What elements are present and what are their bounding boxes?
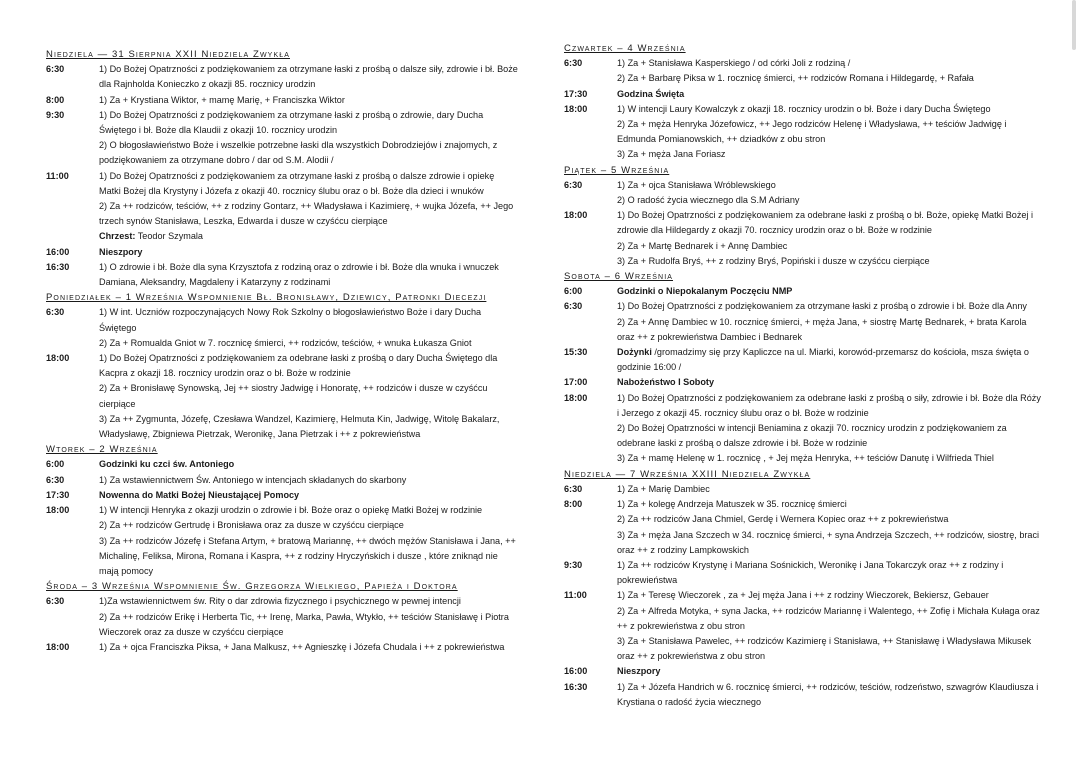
mass-time: [564, 512, 617, 527]
intention-text: 2) Za + Alfreda Motyka, + syna Jacka, ++ rodziców Mariannę i Walentego, ++ Zofię i Michała Kułaga oraz ++ z pokrewieństwa z obu stron: [617, 605, 1040, 631]
intention-text: 3) Za + Stanisława Pawelec, ++ rodziców Kazimierę i Stanisława, ++ Stanisławę i Władysława Mikusek oraz ++ z pokrewieństwa z obu stron: [617, 635, 1032, 662]
scrollbar[interactable]: [1072, 0, 1076, 50]
intention-text: Nieszpory: [99, 246, 143, 257]
mass-time: 8:00: [564, 499, 583, 510]
mass-intention-row: [564, 208, 1042, 238]
mass-intention-row: [46, 518, 518, 533]
intention-text: 3) Za + męża Jana Szczech w 34. rocznicę śmierci, + syna Andrzeja Szczech, ++ rodziców, siostrę, braci oraz ++ z rodziny Lampkowskich: [617, 529, 1040, 555]
intention-text: 1)Za wstawiennictwem św. Rity o dar zdrowia fizycznego i psychicznego w pewnej intencji: [99, 596, 461, 607]
day-header: Wtorek – 2 Września: [46, 444, 158, 456]
mass-intention-row: [564, 56, 1042, 71]
mass-time: [564, 193, 617, 208]
intention-text: 2) Za + Annę Dambiec w 10. rocznicę śmierci, + męża Jana, + siostrę Martę Bednarek, + brata Karola oraz ++ z pokrewieństwa Dambiec i Bednarek: [617, 316, 1027, 342]
mass-time: 6:30: [564, 301, 583, 312]
mass-intention-row: [564, 284, 1042, 299]
intention-text: Godzina Święta: [617, 88, 685, 99]
intention-text: 1) Za wstawiennictwem Św. Antoniego w intencjach składanych do skarbony: [99, 474, 407, 485]
mass-intention-row: [564, 634, 1042, 664]
day-header: Niedziela — 31 Sierpnia XXII Niedziela Zwykła: [46, 49, 290, 60]
intention-text: 2) Za + Bronisławę Synowską, Jej ++ siostry Jadwigę i Honoratę, ++ rodziców i dusze w czyśćcu cierpiące: [99, 383, 488, 409]
mass-intention-row: [46, 594, 518, 609]
mass-intention-row: [564, 117, 1042, 147]
left-column: [46, 47, 518, 655]
intention-text: 2) Za + Martę Bednarek i + Annę Dambiec: [617, 240, 788, 251]
mass-time: 6:30: [46, 307, 65, 318]
mass-time: 6:30: [564, 58, 583, 69]
mass-intention-row: [564, 497, 1042, 512]
intention-text: 1) Do Bożej Opatrzności z podziękowaniem za odebrane łaski z prośbą o dary Ducha Świętego dla Kacpra z okazji 18. rocznicy urodzin oraz o bł. Boże w rodzinie: [99, 353, 498, 379]
mass-intention-row: [46, 351, 518, 381]
mass-intention-row: [564, 391, 1042, 421]
mass-intention-row: [46, 336, 518, 351]
mass-time: 17:30: [46, 489, 70, 500]
mass-intention-row: [564, 375, 1042, 390]
mass-intention-row: [564, 664, 1042, 679]
intention-text: 3) Za + Rudolfa Bryś, ++ z rodziny Bryś, Popiński i dusze w czyśćcu cierpiące: [617, 255, 930, 266]
mass-time: [564, 254, 617, 269]
mass-intention-row: [564, 680, 1042, 710]
mass-intention-row: [564, 87, 1042, 102]
intention-text: Nowenna do Matki Bożej Nieustającej Pomocy: [99, 489, 300, 500]
mass-intention-row: [564, 147, 1042, 162]
intention-text: 1) Do Bożej Opatrzności z podziękowaniem za otrzymane łaski z prośbą o zdrowie, dary Ducha Świętego i bł. Boże dla Klaudii z okazji 10. rocznicy urodzin: [99, 109, 484, 136]
day-header: Piątek – 5 Września: [564, 164, 670, 176]
right-column: [564, 41, 1042, 710]
mass-time: [46, 518, 99, 533]
mass-time: [564, 528, 617, 558]
mass-intention-row: [564, 421, 1042, 451]
mass-time: [564, 315, 617, 345]
mass-intention-row: [46, 457, 518, 472]
intention-text: 2) Za ++ rodziców Erikę i Herberta Tic, ++ Irenę, Marka, Pawła, Wtykło, ++ teściów Stanisławę i Piotra Wieczorek oraz za dusze w czyśćcu cierpiące: [99, 611, 509, 637]
mass-time: 16:30: [46, 261, 70, 272]
mass-intention-row: [564, 254, 1042, 269]
mass-intention-row: [46, 229, 518, 244]
mass-intention-row: [46, 93, 518, 108]
mass-intention-row: [564, 239, 1042, 254]
mass-intention-row: [46, 488, 518, 503]
mass-intention-row: [46, 260, 518, 290]
mass-intention-row: [564, 558, 1042, 588]
intention-text: Godzinki ku czci św. Antoniego: [99, 459, 235, 470]
intention-text: 1) W int. Uczniów rozpoczynających Nowy Rok Szkolny o błogosławieństwo Boże i dary Ducha Świętego: [99, 307, 482, 333]
mass-time: 16:30: [564, 681, 588, 692]
mass-intention-row: [564, 512, 1042, 527]
mass-intention-row: [46, 199, 518, 229]
mass-time: [564, 71, 617, 86]
mass-intention-row: [564, 345, 1042, 375]
intention-text: 1) W intencji Henryka z okazji urodzin o zdrowie i bł. Boże oraz o opiekę Matki Bożej w rodzinie: [99, 505, 483, 516]
mass-time: 18:00: [46, 353, 70, 364]
intention-text: 2) Za ++ rodziców Jana Chmiel, Gerdę i Wernera Kopiec oraz ++ z pokrewieństwa: [617, 514, 949, 525]
mass-intention-row: [46, 138, 518, 168]
mass-time: 6:00: [46, 459, 65, 470]
mass-intention-row: [46, 473, 518, 488]
mass-time: [46, 199, 99, 229]
mass-time: [46, 336, 99, 351]
intention-text: Chrzest: Teodor Szymala: [99, 231, 203, 242]
intention-text: 1) Za + ojca Franciszka Piksa, + Jana Malkusz, ++ Agnieszkę i Józefa Chudala i ++ z pokrewieństwa: [99, 641, 505, 652]
intention-text: 2) Za + Barbarę Piksa w 1. rocznicę śmierci, ++ rodziców Romana i Hildegardę, + Rafała: [617, 73, 974, 84]
mass-time: 6:30: [46, 474, 65, 485]
mass-intention-row: [46, 412, 518, 442]
intention-text: 2) Za ++ rodziców Gertrudę i Bronisława oraz za dusze w czyśćcu cierpiące: [99, 520, 404, 531]
mass-time: 16:00: [46, 246, 70, 257]
mass-time: [46, 412, 99, 442]
intention-text: 1) Do Bożej Opatrzności z podziękowaniem za otrzymane łaski z prośbą o dalsze siły, zdrowie i bł. Boże dla Rajnholda Konieczko z okazji 85. rocznicy urodzin: [99, 64, 518, 90]
mass-time: [46, 229, 99, 244]
intention-text: 2) Do Bożej Opatrzności w intencji Beniamina z okazji 70. rocznicy urodzin z podziękowaniem za odebrane łaski z prośbą o dalsze zdrowie i bł. Boże w rodzinie: [617, 423, 1007, 449]
mass-intention-row: [564, 604, 1042, 634]
mass-time: 6:30: [46, 596, 65, 607]
mass-time: 18:00: [564, 392, 588, 403]
mass-intention-row: [46, 62, 518, 92]
intention-text: 1) O zdrowie i bł. Boże dla syna Krzysztofa z rodziną oraz o zdrowie i bł. Boże dla wnuka i wnuczek Damiana, Aleksandry, Magdaleny i Katarzyny z rodzinami: [99, 261, 499, 288]
mass-time: [564, 117, 617, 147]
intention-text: 2) Za + Romualda Gniot w 7. rocznicę śmierci, ++ rodziców, teściów, + wnuka Łukasza Gniot: [99, 337, 472, 348]
mass-intention-row: [46, 169, 518, 199]
intention-text: Nabożeństwo I Soboty: [617, 377, 715, 388]
intention-text: Dożynki /gromadzimy się przy Kapliczce na ul. Miarki, korowód-przemarsz do kościoła, msza święta o godzinie 16:00 /: [617, 347, 1029, 373]
intention-text: 1) Do Bożej Opatrzności z podziękowaniem za otrzymane łaski z prośbą o zdrowie i bł. Boże dla Anny: [617, 301, 1027, 312]
intention-text: 1) Za + kolegę Andrzeja Matuszek w 35. rocznicę śmierci: [617, 499, 847, 510]
mass-time: 18:00: [564, 210, 588, 221]
mass-intention-row: [46, 305, 518, 335]
mass-time: 9:30: [46, 109, 65, 120]
mass-time: 8:00: [46, 94, 65, 105]
day-header: Niedziela — 7 Września XXIII Niedziela Zwykła: [564, 468, 811, 480]
intention-text: 1) Do Bożej Opatrzności z podziękowaniem za odebrane łaski z prośbą o bł. Boże, opiekę Matki Bożej i zdrowie dla Hildegardy z okazji 70. rocznicy urodzin oraz o bł. Boże w rodzinie: [617, 210, 1033, 236]
day-header: Poniedziałek – 1 Września Wspomnienie Bł. Bronisławy, Dziewicy, Patronki Diecezji: [46, 292, 487, 304]
intention-text: Nieszpory: [617, 666, 661, 677]
mass-intention-row: [564, 528, 1042, 558]
intention-text: 1) Za + Krystiana Wiktor, + mamę Marię, + Franciszka Wiktor: [99, 94, 345, 105]
mass-time: 18:00: [564, 103, 588, 114]
mass-intention-row: [564, 299, 1042, 314]
mass-time: 16:00: [564, 666, 588, 677]
intention-text: 1) Za + ojca Stanisława Wróblewskiego: [617, 179, 776, 190]
mass-time: 15:30: [564, 347, 588, 358]
mass-intention-row: [46, 503, 518, 518]
mass-time: 9:30: [564, 559, 583, 570]
mass-time: [564, 604, 617, 634]
mass-time: [46, 534, 99, 580]
mass-time: [564, 239, 617, 254]
mass-time: 18:00: [46, 505, 70, 516]
intention-text: 2) O błogosławieństwo Boże i wszelkie potrzebne łaski dla wszystkich Dobrodziejów i znajomych, z podziękowaniem za otrzymane dobro / dar od S.M. Alodii /: [99, 140, 498, 166]
intention-text: 2) Za + męża Henryka Józefowicz, ++ Jego rodziców Helenę i Władysława, ++ teściów Jadwigę i Edmunda Pomianowskich, ++ dziadków z obu stron: [617, 119, 1007, 145]
mass-time: 11:00: [564, 590, 587, 601]
intention-text: 1) Za ++ rodziców Krystynę i Mariana Sośnickich, Weronikę i Jana Tokarczyk oraz ++ z rodziny i pokrewieństwa: [617, 559, 1004, 586]
mass-intention-row: [564, 588, 1042, 603]
mass-intention-row: [564, 71, 1042, 86]
mass-time: [564, 421, 617, 451]
mass-time: [46, 381, 99, 411]
intention-text: 1) Za + Stanisława Kasperskiego / od córki Joli z rodziną /: [617, 58, 851, 69]
mass-intention-row: [564, 178, 1042, 193]
intention-text: 1) Do Bożej Opatrzności z podziękowaniem za odebrane łaski z prośbą o siły, zdrowie i bł. Boże dla Róży i Jerzego z okazji 45. rocznicy ślubu oraz o bł. Boże w rodzinie: [617, 392, 1041, 418]
intention-text: 2) O radość życia wiecznego dla S.M Adriany: [617, 195, 800, 206]
mass-intention-row: [564, 193, 1042, 208]
mass-time: 17:30: [564, 88, 588, 99]
mass-intention-row: [564, 482, 1042, 497]
mass-time: 6:00: [564, 286, 583, 297]
mass-intention-row: [564, 102, 1042, 117]
mass-time: [564, 147, 617, 162]
day-header: Sobota – 6 Września: [564, 271, 674, 283]
mass-intention-row: [46, 534, 518, 580]
mass-time: 6:30: [46, 64, 65, 75]
intention-text: 3) Za + mamę Helenę w 1. rocznicę , + Jej męża Henryka, ++ teściów Danutę i Wilfrieda Thiel: [617, 453, 994, 464]
mass-time: 11:00: [46, 170, 69, 181]
intention-text: Godzinki o Niepokalanym Poczęciu NMP: [617, 286, 793, 297]
mass-intention-row: [564, 315, 1042, 345]
day-header: Czwartek – 4 Września: [564, 43, 686, 54]
intention-text: 1) Za + Teresę Wieczorek , za + Jej męża Jana i ++ z rodziny Wieczorek, Bekiersz, Gebauer: [617, 590, 989, 601]
intention-text: 1) Za + Marię Dambiec: [617, 483, 710, 494]
intention-text: 1) Za + Józefa Handrich w 6. rocznicę śmierci, ++ rodziców, teściów, rodzeństwo, szwagrów Klaudiusza i Krystiana o radość życia wiecznego: [617, 681, 1039, 707]
mass-time: 17:00: [564, 377, 588, 388]
intention-text: 1) W intencji Laury Kowalczyk z okazji 18. rocznicy urodzin o bł. Boże i dary Ducha Świętego: [617, 103, 991, 114]
intention-text: 3) Za ++ rodziców Józefę i Stefana Artym, + bratową Mariannę, ++ dwóch mężów Stanisława i Jana, ++ Michalinę, Feliksa, Mirona, Romana i Kaspra, ++ z rodziny Hryczyńskich i dusze , które zniknąd nie mają pomocy: [99, 535, 516, 576]
mass-time: [46, 610, 99, 640]
mass-intention-row: [46, 108, 518, 138]
mass-time: 6:30: [564, 179, 583, 190]
mass-time: 6:30: [564, 483, 583, 494]
mass-time: [564, 634, 617, 664]
mass-intention-row: [46, 640, 518, 655]
mass-time: 18:00: [46, 641, 70, 652]
mass-time: [564, 451, 617, 466]
intention-text: 3) Za ++ Zygmunta, Józefę, Czesława Wandzel, Kazimierę, Helmuta Kin, Jadwigę, Witolę Bakalarz, Władysławę, Zbigniewa Pietrzak, Weronikę, Jana Pietrzak i ++ z pokrewieństwa: [99, 413, 500, 440]
mass-intention-row: [564, 451, 1042, 466]
mass-intention-row: [46, 610, 518, 640]
mass-intention-row: [46, 245, 518, 260]
intention-text: 3) Za + męża Jana Foriasz: [617, 149, 726, 160]
intention-text: 1) Do Bożej Opatrzności z podziękowaniem za otrzymane łaski z prośbą o dalsze zdrowie i opiekę Matki Bożej dla Krystyny i Józefa z okazji 40. rocznicy ślubu oraz o bł. Boże dla dzieci i wnuków: [99, 170, 495, 196]
mass-intention-row: [46, 381, 518, 411]
mass-time: [46, 138, 99, 168]
intention-text: 2) Za ++ rodziców, teściów, ++ z rodziny Gontarz, ++ Władysława i Kazimierę, + wujka Józefa, ++ Jego trzech synów Stanisława, Leszka, Edwarda i dusze w czyśćcu cierpiące: [99, 201, 514, 227]
day-header: Środa – 3 Września Wspomnienie Św. Grzegorza Wielkiego, Papieża i Doktora: [46, 581, 458, 593]
